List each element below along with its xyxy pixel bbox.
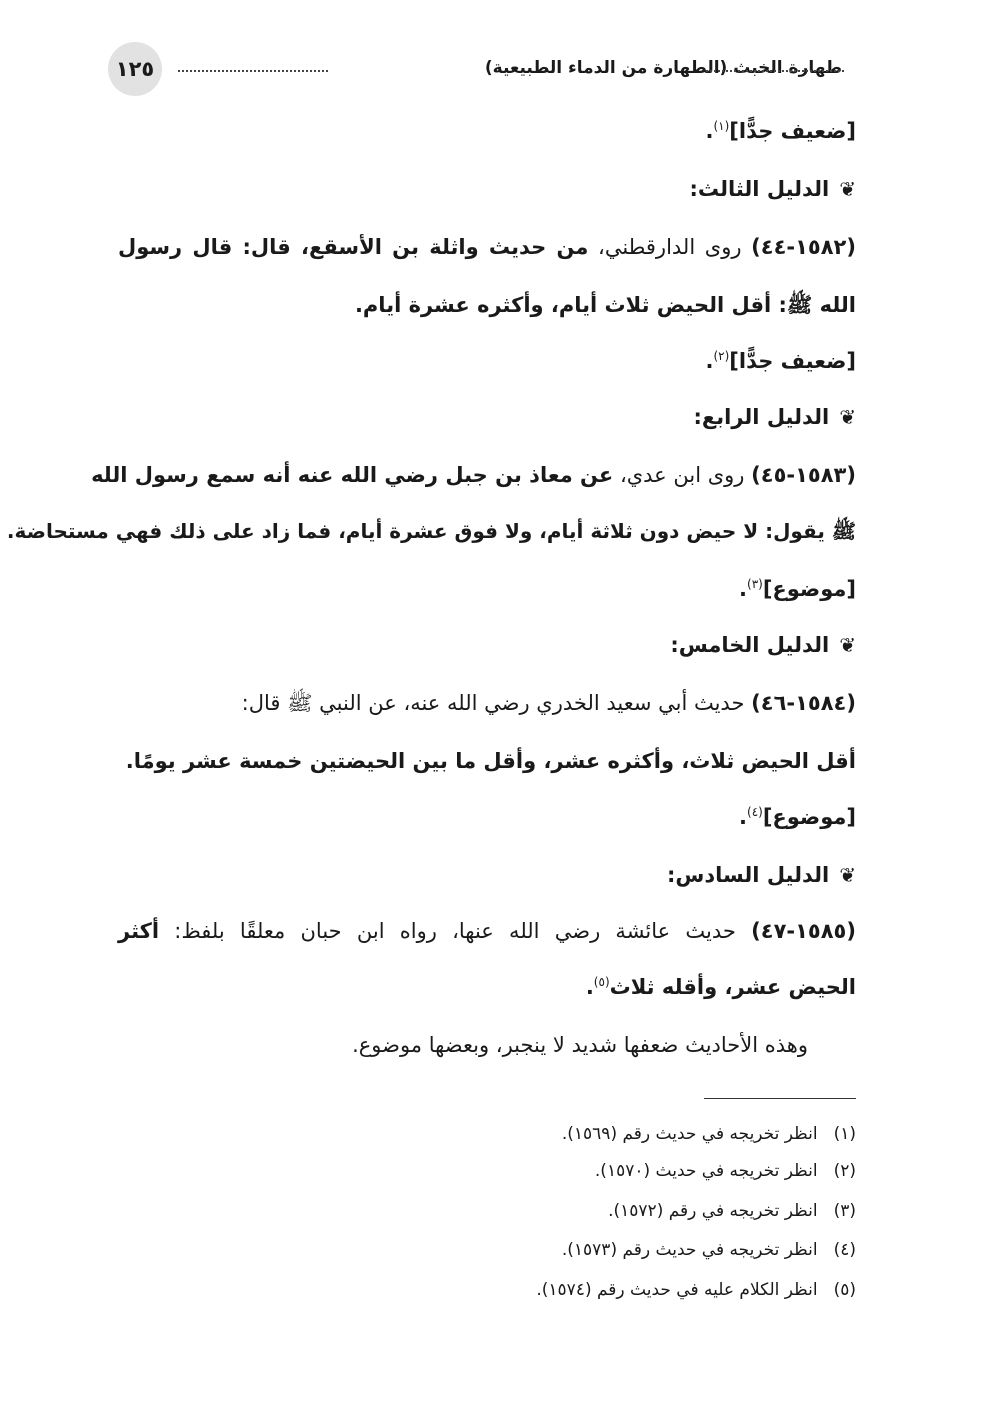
- section-heading: [689, 172, 856, 206]
- heading-text: الدليل الثالث:: [689, 177, 830, 201]
- header-dotted-leader: [706, 70, 844, 72]
- footnote-number: (٥): [833, 1280, 856, 1300]
- hadith-matn: أقل الحيض ثلاث، وأكثره عشر، وأقل ما بين الحيضتين خمسة عشر يومًا.: [125, 749, 856, 773]
- flower-ornament-icon: ❦: [839, 177, 856, 201]
- footnote-item: [595, 1157, 856, 1185]
- hadith-intro: روى ابن عدي،: [613, 463, 745, 487]
- hadith-chain: عن معاذ بن جبل رضي الله عنه أنه سمع رسول الله: [91, 463, 614, 487]
- footnote-number: (١): [833, 1124, 856, 1144]
- footnote-text: انظر الكلام عليه في حديث رقم (١٥٧٤).: [536, 1280, 818, 1300]
- grade-line: [موضوع]$^{(٣)}$.: [739, 577, 856, 601]
- header-dotted-leader: [178, 70, 328, 72]
- heading-text: الدليل السادس:: [667, 863, 830, 887]
- flower-ornament-icon: ❦: [839, 863, 856, 887]
- footnote-number: (٣): [833, 1201, 856, 1221]
- hadith-line: [91, 458, 856, 492]
- footnote-number: (٢): [833, 1161, 856, 1181]
- flower-ornament-icon: ❦: [839, 405, 856, 429]
- hadith-chain: من حديث واثلة بن الأسقع، قال: قال رسول: [118, 235, 589, 259]
- hadith-intro: روى الدارقطني،: [588, 235, 742, 259]
- conclusion-text: وهذه الأحاديث ضعفها شديد لا ينجبر، وبعضها موضوع.: [352, 1033, 808, 1057]
- page-number: ١٢٥: [108, 42, 162, 96]
- heading-text: الدليل الخامس:: [670, 633, 830, 657]
- hadith-number: (١٥٨٢-٤٤): [751, 235, 856, 259]
- footnote-separator: [704, 1098, 856, 1099]
- flower-ornament-icon: ❦: [839, 633, 856, 657]
- footnote-ref: (٣): [747, 577, 763, 591]
- footnote-ref: (٤): [747, 805, 763, 819]
- footnote-number: (٤): [833, 1240, 856, 1260]
- heading-text: الدليل الرابع:: [693, 405, 830, 429]
- footnote-item: [536, 1276, 856, 1304]
- hadith-number: (١٥٨٥-٤٧): [751, 919, 856, 943]
- hadith-text: حديث عائشة رضي الله عنها، رواه ابن حبان معلقًا بلفظ:: [159, 919, 736, 943]
- section-heading: [667, 858, 856, 892]
- footnote-item: [562, 1120, 856, 1148]
- section-heading: [670, 628, 856, 662]
- hadith-number: (١٥٨٣-٤٥): [751, 463, 856, 487]
- footnote-text: انظر تخريجه في حديث (١٥٧٠).: [594, 1161, 818, 1181]
- footnote-ref: (١): [713, 119, 730, 133]
- grade-text: [موضوع]: [762, 577, 856, 601]
- hadith-text: حديث أبي سعيد الخدري رضي الله عنه، عن النبي ﷺ قال:: [241, 691, 745, 715]
- footnote-text: انظر تخريجه في حديث رقم (١٥٦٩).: [561, 1124, 818, 1144]
- hadith-matn-start: أكثر: [118, 919, 160, 943]
- footnote-item: [608, 1197, 856, 1225]
- footnote-text: انظر تخريجه في رقم (١٥٧٢).: [608, 1201, 818, 1221]
- section-heading: [694, 400, 856, 434]
- grade-text: [ضعيف جدًّا]: [729, 119, 856, 143]
- grade-line: [موضوع]$^{(٤)}$.: [739, 805, 856, 829]
- hadith-matn: الله ﷺ: أقل الحيض ثلاث أيام، وأكثره عشرة أيام.: [354, 293, 856, 317]
- hadith-number: (١٥٨٤-٤٦): [751, 691, 856, 715]
- footnote-text: انظر تخريجه في حديث رقم (١٥٧٣).: [561, 1240, 818, 1260]
- hadith-line: [118, 230, 856, 264]
- hadith-matn: ﷺ يقول: لا حيض دون ثلاثة أيام، ولا فوق عشرة أيام، فما زاد على ذلك فهي مستحاضة.: [6, 519, 856, 543]
- grade-line: [ضعيف جدًّا]$^{(١)}$.: [705, 119, 856, 143]
- hadith-matn-end: الحيض عشر، وأقله ثلاث: [609, 975, 856, 999]
- footnote-item: [562, 1236, 856, 1264]
- running-title: طهارة الخبث (الطهارة من الدماء الطبيعية): [484, 58, 842, 78]
- grade-line: [ضعيف جدًّا]$^{(٢)}$.: [705, 349, 856, 373]
- hadith-line: [242, 686, 856, 720]
- grade-text: [ضعيف جدًّا]: [729, 349, 856, 373]
- footnote-ref: (٢): [713, 349, 730, 363]
- footnote-ref: (٥): [593, 975, 610, 989]
- hadith-line: [118, 914, 856, 948]
- grade-text: [موضوع]: [762, 805, 856, 829]
- hadith-matn: الحيض عشر، وأقله ثلاث$^{(٥)}$.: [585, 975, 856, 999]
